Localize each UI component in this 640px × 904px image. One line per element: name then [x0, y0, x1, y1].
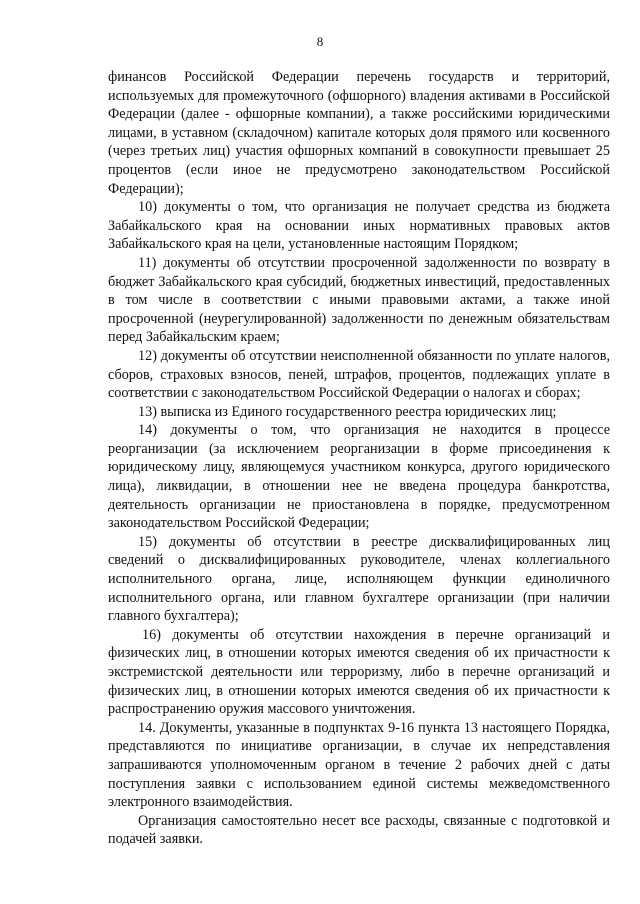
paragraph-continuation: финансов Российской Федерации перечень государств и территорий, используемых для промежуточного (офшорного) владения активами в Российской Федерации (далее - офшорные компании), а также российскими юридическими лицами, в уставном (складочном) капитале которых доля прямого или косвенного (через третьих лиц) участия офшорных компаний в совокупности превышает 25 процентов (если иное не предусмотрено законодательством Российской Федерации); — [108, 69, 610, 197]
paragraph-item-13: 13) выписка из Единого государственного реестра юридических лиц; — [138, 403, 557, 420]
paragraph-item-11: 11) документы об отсутствии просроченной задолженности по возврату в бюджет Забайкальского края субсидий, бюджетных инвестиций, предоставленных в том числе в соответствии с иными правовыми актами, а также иной просроченной (неурегулированной) задолженности по денежным обязательствам перед Забайкальским краем; — [108, 254, 610, 346]
page-number: 8 — [316, 34, 324, 49]
paragraph-item-15: 15) документы об отсутствии в реестре дисквалифицированных лиц сведений о дисквалифицированных руководителе, членах коллегиального исполнительного органа, лице, исполняющем функции единоличного исполнительного органа, или главном бухгалтере организации (при наличии главного бухгалтера); — [108, 533, 610, 625]
paragraph-item-16: 16) документы об отсутствии нахождения в перечне организаций и физических лиц, в отношении которых имеются сведения об их причастности к экстремистской деятельности или терроризму, либо в перечне организаций и физических лиц, в отношении которых имеются сведения об их причастности к распространению оружия массового уничтожения. — [108, 626, 610, 718]
document-body — [108, 68, 610, 849]
paragraph-item-12: 12) документы об отсутствии неисполненной обязанности по уплате налогов, сборов, страховых взносов, пеней, штрафов, процентов, подлежащих уплате в соответствии с законодательством Российской Федерации о налогах и сборах; — [108, 347, 610, 402]
paragraph-item-10: 10) документы о том, что организация не получает средства из бюджета Забайкальского края на основании иных нормативных правовых актов Забайкальского края на цели, установленные настоящим Порядком; — [108, 199, 610, 253]
paragraph-expenses: Организация самостоятельно несет все расходы, связанные с подготовкой и подачей заявки. — [108, 812, 610, 848]
paragraph-item-14: 14) документы о том, что организация не находится в процессе реорганизации (за исключением реорганизации в форме присоединения к юридическому лицу, являющемуся участником конкурса, другого юридического лица), ликвидации, в отношении нее не введена процедура банкротства, деятельность организации не приостановлена в порядке, предусмотренном законодательством Российской Федерации; — [108, 422, 610, 532]
paragraph-clause-14: 14. Документы, указанные в подпунктах 9-16 пункта 13 настоящего Порядка, представляются по инициативе организации, в случае их непредставления запрашиваются уполномоченным органом в течение 2 рабочих дней с даты поступления заявки с использованием единой системы межведомственного электронного взаимодействия. — [108, 719, 610, 811]
